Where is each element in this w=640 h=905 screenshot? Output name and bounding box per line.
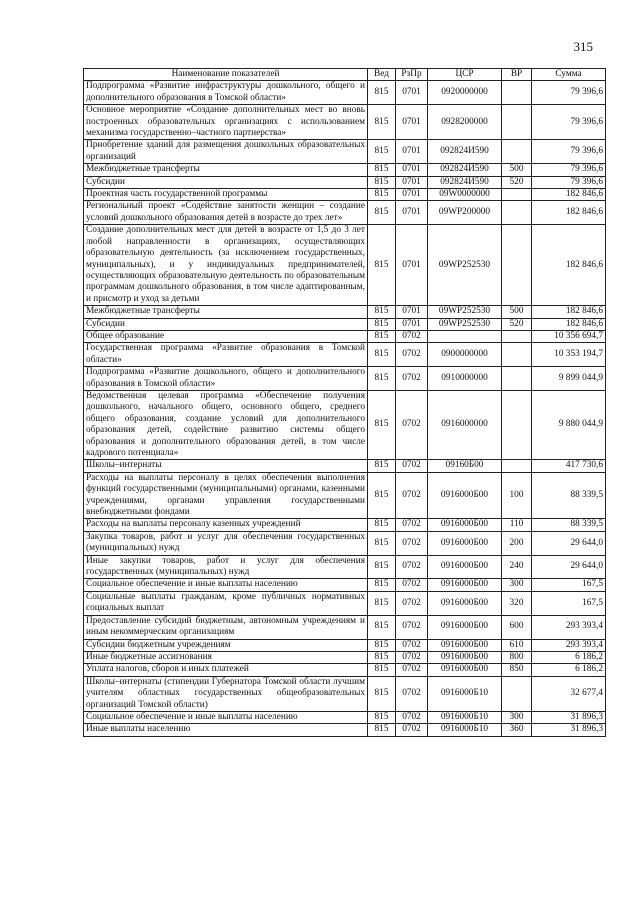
cell-csr: 09WP252530 bbox=[428, 306, 502, 318]
table-row bbox=[84, 306, 606, 318]
cell-rzpr: 0702 bbox=[396, 555, 428, 579]
header-vr: ВР bbox=[502, 69, 532, 81]
cell-csr: 0920000000 bbox=[428, 81, 502, 105]
cell-name: Межбюджетные трансферты bbox=[84, 306, 368, 318]
cell-csr: 0916000Б00 bbox=[428, 531, 502, 555]
cell-rzpr: 0702 bbox=[396, 711, 428, 723]
cell-csr: 0900000000 bbox=[428, 343, 502, 367]
cell-ved: 815 bbox=[368, 225, 396, 306]
cell-rzpr: 0702 bbox=[396, 531, 428, 555]
cell-name: Государственная программа «Развитие образования в Томской области» bbox=[84, 343, 368, 367]
cell-ved: 815 bbox=[368, 330, 396, 342]
cell-sum: 79 396,6 bbox=[532, 81, 606, 105]
cell-vr bbox=[502, 140, 532, 164]
cell-rzpr: 0701 bbox=[396, 318, 428, 330]
cell-csr: 0916000Б00 bbox=[428, 639, 502, 651]
cell-rzpr: 0702 bbox=[396, 664, 428, 676]
cell-csr: 0916000Б00 bbox=[428, 519, 502, 531]
table-row bbox=[84, 472, 606, 519]
cell-rzpr: 0702 bbox=[396, 651, 428, 663]
cell-ved: 815 bbox=[368, 367, 396, 391]
cell-name: Иные выплаты населению bbox=[84, 724, 368, 736]
cell-vr: 500 bbox=[502, 164, 532, 176]
cell-vr bbox=[502, 81, 532, 105]
table-row bbox=[84, 664, 606, 676]
cell-name: Школы–интернаты bbox=[84, 460, 368, 472]
cell-sum: 182 846,6 bbox=[532, 225, 606, 306]
cell-sum: 88 339,5 bbox=[532, 472, 606, 519]
cell-vr: 200 bbox=[502, 531, 532, 555]
cell-vr bbox=[502, 460, 532, 472]
cell-csr: 09WP252530 bbox=[428, 225, 502, 306]
cell-sum: 29 644,0 bbox=[532, 555, 606, 579]
table-row bbox=[84, 105, 606, 140]
cell-sum: 417 730,6 bbox=[532, 460, 606, 472]
table-row bbox=[84, 651, 606, 663]
cell-rzpr: 0701 bbox=[396, 225, 428, 306]
cell-vr bbox=[502, 330, 532, 342]
cell-rzpr: 0702 bbox=[396, 367, 428, 391]
cell-csr: 0910000000 bbox=[428, 367, 502, 391]
cell-sum: 79 396,6 bbox=[532, 164, 606, 176]
cell-vr: 500 bbox=[502, 306, 532, 318]
cell-sum: 182 846,6 bbox=[532, 306, 606, 318]
table-row bbox=[84, 330, 606, 342]
cell-rzpr: 0702 bbox=[396, 591, 428, 615]
cell-csr: 0916000000 bbox=[428, 390, 502, 459]
table-row bbox=[84, 201, 606, 225]
header-sum: Сумма bbox=[532, 69, 606, 81]
table-row bbox=[84, 724, 606, 736]
cell-name: Социальное обеспечение и иные выплаты населению bbox=[84, 711, 368, 723]
cell-sum: 88 339,5 bbox=[532, 519, 606, 531]
cell-sum: 182 846,6 bbox=[532, 189, 606, 201]
cell-name: Подпрограмма «Развитие дошкольного, общего и дополнительного образования в Томской области» bbox=[84, 367, 368, 391]
cell-sum: 9 899 044,9 bbox=[532, 367, 606, 391]
cell-name: Расходы на выплаты персоналу казенных учреждений bbox=[84, 519, 368, 531]
header-rzpr: РзПр bbox=[396, 69, 428, 81]
cell-sum: 182 846,6 bbox=[532, 318, 606, 330]
cell-ved: 815 bbox=[368, 724, 396, 736]
cell-vr: 520 bbox=[502, 318, 532, 330]
cell-name: Основное мероприятие «Создание дополнительных мест во вновь построенных образовательных организациях с использованием механизма государственно–частного партнерства» bbox=[84, 105, 368, 140]
cell-rzpr: 0701 bbox=[396, 306, 428, 318]
cell-rzpr: 0702 bbox=[396, 724, 428, 736]
cell-csr: 092824И590 bbox=[428, 140, 502, 164]
cell-name: Межбюджетные трансферты bbox=[84, 164, 368, 176]
cell-rzpr: 0702 bbox=[396, 519, 428, 531]
cell-name: Приобретение зданий для размещения дошкольных образовательных организаций bbox=[84, 140, 368, 164]
cell-csr: 0928200000 bbox=[428, 105, 502, 140]
cell-sum: 6 186,2 bbox=[532, 651, 606, 663]
cell-name: Субсидии бюджетным учреждениям bbox=[84, 639, 368, 651]
cell-sum: 9 880 044,9 bbox=[532, 390, 606, 459]
table-row bbox=[84, 81, 606, 105]
cell-vr: 300 bbox=[502, 711, 532, 723]
cell-vr: 360 bbox=[502, 724, 532, 736]
cell-vr: 610 bbox=[502, 639, 532, 651]
cell-vr: 300 bbox=[502, 579, 532, 591]
cell-ved: 815 bbox=[368, 639, 396, 651]
cell-ved: 815 bbox=[368, 651, 396, 663]
cell-name: Ведомственная целевая программа «Обеспечение получения дошкольного, начального общего, основного общего, среднего общего образования, создание условий для дополнительного образования детей, содействие развитию системы общего образования и дополнительного образования детей, в том числе кадрового потенциала» bbox=[84, 390, 368, 459]
cell-sum: 6 186,2 bbox=[532, 664, 606, 676]
cell-ved: 815 bbox=[368, 81, 396, 105]
cell-vr: 850 bbox=[502, 664, 532, 676]
header-csr: ЦСР bbox=[428, 69, 502, 81]
cell-csr: 09W0000000 bbox=[428, 189, 502, 201]
cell-sum: 10 353 194,7 bbox=[532, 343, 606, 367]
cell-csr: 0916000Б00 bbox=[428, 615, 502, 639]
cell-rzpr: 0702 bbox=[396, 330, 428, 342]
cell-rzpr: 0702 bbox=[396, 639, 428, 651]
table-row bbox=[84, 676, 606, 711]
cell-csr: 0916000Б00 bbox=[428, 579, 502, 591]
table-row bbox=[84, 318, 606, 330]
cell-rzpr: 0701 bbox=[396, 201, 428, 225]
cell-name: Региональный проект «Содействие занятости женщин – создание условий дошкольного образования детей в возрасте до трех лет» bbox=[84, 201, 368, 225]
cell-name: Подпрограмма «Развитие инфраструктуры дошкольного, общего и дополнительного образования в Томской области» bbox=[84, 81, 368, 105]
cell-sum: 32 677,4 bbox=[532, 676, 606, 711]
cell-csr: 0916000Б10 bbox=[428, 724, 502, 736]
cell-ved: 815 bbox=[368, 519, 396, 531]
cell-name: Социальные выплаты гражданам, кроме публичных нормативных социальных выплат bbox=[84, 591, 368, 615]
cell-vr: 110 bbox=[502, 519, 532, 531]
cell-ved: 815 bbox=[368, 140, 396, 164]
cell-vr bbox=[502, 189, 532, 201]
cell-csr bbox=[428, 330, 502, 342]
cell-vr bbox=[502, 343, 532, 367]
cell-ved: 815 bbox=[368, 531, 396, 555]
table-row bbox=[84, 390, 606, 459]
cell-ved: 815 bbox=[368, 579, 396, 591]
cell-ved: 815 bbox=[368, 390, 396, 459]
cell-vr bbox=[502, 367, 532, 391]
cell-csr: 0916000Б00 bbox=[428, 555, 502, 579]
cell-ved: 815 bbox=[368, 555, 396, 579]
cell-rzpr: 0701 bbox=[396, 105, 428, 140]
cell-vr: 520 bbox=[502, 176, 532, 188]
cell-name: Иные закупки товаров, работ и услуг для обеспечения государственных (муниципальных) нужд bbox=[84, 555, 368, 579]
table-row bbox=[84, 189, 606, 201]
cell-name: Уплата налогов, сборов и иных платежей bbox=[84, 664, 368, 676]
cell-ved: 815 bbox=[368, 664, 396, 676]
cell-csr: 09160Б00 bbox=[428, 460, 502, 472]
cell-rzpr: 0702 bbox=[396, 460, 428, 472]
table-row bbox=[84, 164, 606, 176]
cell-sum: 167,5 bbox=[532, 591, 606, 615]
cell-sum: 31 896,3 bbox=[532, 711, 606, 723]
cell-sum: 79 396,6 bbox=[532, 140, 606, 164]
cell-ved: 815 bbox=[368, 615, 396, 639]
cell-rzpr: 0702 bbox=[396, 676, 428, 711]
cell-rzpr: 0701 bbox=[396, 176, 428, 188]
table-row bbox=[84, 519, 606, 531]
cell-rzpr: 0701 bbox=[396, 189, 428, 201]
table-row bbox=[84, 591, 606, 615]
cell-name: Создание дополнительных мест для детей в возрасте от 1,5 до 3 лет любой направленности в организациях, осуществляющих образовательную деятельность (за исключением государственных, муниципальных), и у индивидуальных предпринимателей, осуществляющих образовательную деятельность по образовательным программам дошкольного образования, в том числе адаптированным, и присмотр и уход за детьми bbox=[84, 225, 368, 306]
cell-ved: 815 bbox=[368, 472, 396, 519]
cell-vr: 100 bbox=[502, 472, 532, 519]
table-row bbox=[84, 579, 606, 591]
cell-name: Школы–интернаты (стипендии Губернатора Томской области лучшим учителям областных государственных общеобразовательных организаций Томской области) bbox=[84, 676, 368, 711]
cell-csr: 0916000Б10 bbox=[428, 711, 502, 723]
cell-csr: 092824И590 bbox=[428, 176, 502, 188]
table-row bbox=[84, 176, 606, 188]
cell-csr: 0916000Б10 bbox=[428, 676, 502, 711]
cell-ved: 815 bbox=[368, 201, 396, 225]
cell-name: Общее образование bbox=[84, 330, 368, 342]
table-row bbox=[84, 639, 606, 651]
cell-rzpr: 0702 bbox=[396, 343, 428, 367]
cell-ved: 815 bbox=[368, 591, 396, 615]
table-row bbox=[84, 367, 606, 391]
cell-ved: 815 bbox=[368, 711, 396, 723]
cell-csr: 09WP200000 bbox=[428, 201, 502, 225]
table-row bbox=[84, 140, 606, 164]
table-header-row bbox=[84, 69, 606, 81]
cell-rzpr: 0702 bbox=[396, 390, 428, 459]
cell-sum: 10 356 694,7 bbox=[532, 330, 606, 342]
table-row bbox=[84, 460, 606, 472]
cell-vr bbox=[502, 676, 532, 711]
cell-ved: 815 bbox=[368, 176, 396, 188]
cell-rzpr: 0701 bbox=[396, 81, 428, 105]
header-name: Наименование показателей bbox=[84, 69, 368, 81]
cell-name: Закупка товаров, работ и услуг для обеспечения государственных (муниципальных) нужд bbox=[84, 531, 368, 555]
cell-ved: 815 bbox=[368, 189, 396, 201]
table-row bbox=[84, 531, 606, 555]
cell-csr: 092824И590 bbox=[428, 164, 502, 176]
cell-ved: 815 bbox=[368, 676, 396, 711]
cell-ved: 815 bbox=[368, 306, 396, 318]
cell-sum: 182 846,6 bbox=[532, 201, 606, 225]
cell-vr bbox=[502, 201, 532, 225]
cell-vr bbox=[502, 390, 532, 459]
table-row bbox=[84, 615, 606, 639]
table-row bbox=[84, 555, 606, 579]
cell-name: Субсидии bbox=[84, 176, 368, 188]
cell-name: Субсидии bbox=[84, 318, 368, 330]
table-row bbox=[84, 343, 606, 367]
cell-vr bbox=[502, 105, 532, 140]
cell-rzpr: 0702 bbox=[396, 615, 428, 639]
header-ved: Вед bbox=[368, 69, 396, 81]
page-number: 315 bbox=[573, 39, 593, 54]
cell-rzpr: 0701 bbox=[396, 140, 428, 164]
cell-vr: 600 bbox=[502, 615, 532, 639]
cell-sum: 79 396,6 bbox=[532, 176, 606, 188]
cell-csr: 0916000Б00 bbox=[428, 651, 502, 663]
table-row bbox=[84, 711, 606, 723]
cell-vr: 240 bbox=[502, 555, 532, 579]
cell-ved: 815 bbox=[368, 164, 396, 176]
cell-vr: 320 bbox=[502, 591, 532, 615]
cell-ved: 815 bbox=[368, 105, 396, 140]
cell-name: Проектная часть государственной программы bbox=[84, 189, 368, 201]
cell-sum: 29 644,0 bbox=[532, 531, 606, 555]
cell-rzpr: 0702 bbox=[396, 472, 428, 519]
budget-table bbox=[83, 68, 606, 737]
cell-sum: 293 393,4 bbox=[532, 615, 606, 639]
cell-sum: 293 393,4 bbox=[532, 639, 606, 651]
cell-csr: 0916000Б00 bbox=[428, 664, 502, 676]
cell-ved: 815 bbox=[368, 318, 396, 330]
cell-sum: 31 896,3 bbox=[532, 724, 606, 736]
table-row bbox=[84, 225, 606, 306]
cell-vr: 800 bbox=[502, 651, 532, 663]
cell-sum: 167,5 bbox=[532, 579, 606, 591]
cell-rzpr: 0701 bbox=[396, 164, 428, 176]
cell-ved: 815 bbox=[368, 343, 396, 367]
cell-name: Иные бюджетные ассигнования bbox=[84, 651, 368, 663]
cell-name: Предоставление субсидий бюджетным, автономным учреждениям и иным некоммерческим организациям bbox=[84, 615, 368, 639]
cell-ved: 815 bbox=[368, 460, 396, 472]
cell-sum: 79 396,6 bbox=[532, 105, 606, 140]
cell-csr: 0916000Б00 bbox=[428, 472, 502, 519]
cell-name: Социальное обеспечение и иные выплаты населению bbox=[84, 579, 368, 591]
cell-csr: 0916000Б00 bbox=[428, 591, 502, 615]
cell-vr bbox=[502, 225, 532, 306]
cell-name: Расходы на выплаты персоналу в целях обеспечения выполнения функций государственными (муниципальными) органами, казенными учреждениями, органами управления государственными внебюджетными фондами bbox=[84, 472, 368, 519]
cell-rzpr: 0702 bbox=[396, 579, 428, 591]
cell-csr: 09WP252530 bbox=[428, 318, 502, 330]
